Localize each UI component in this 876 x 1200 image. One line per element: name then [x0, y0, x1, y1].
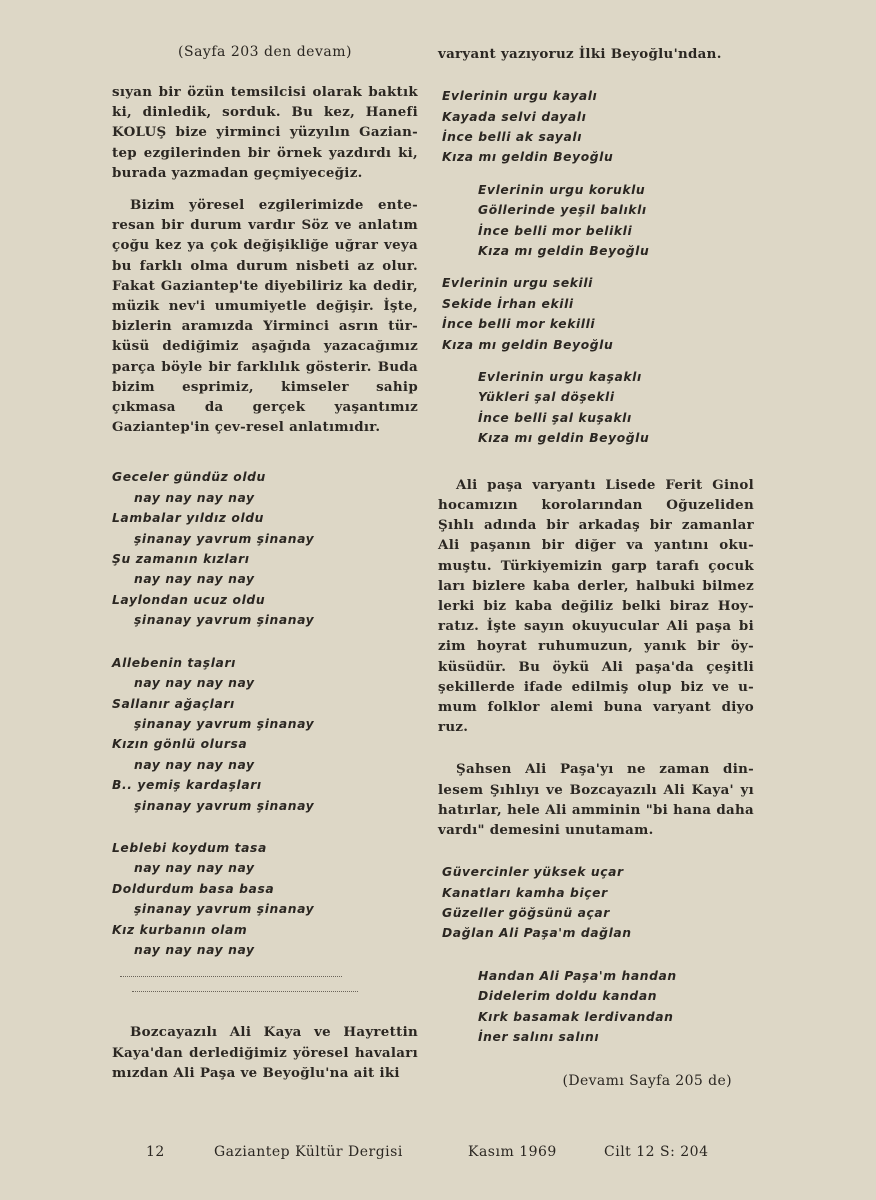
left-column	[112, 44, 418, 1083]
verse-line: Evlerinin urgu sekili	[442, 276, 593, 291]
verse-line: Güzeller göğsünü açar	[442, 905, 610, 920]
paragraph-intro: sıyan bir özün temsilcisi olarak baktık ki, dinledik, sorduk. Bu kez, Hanefi KOLUŞ bize yirminci yüzyılın Gazian-tep ezgilerinden bir örnek yazdırdı ki, burada yazmadan geçmiyeceğiz.	[112, 84, 418, 181]
divider-line	[120, 976, 342, 977]
verse-line: Kanatları kamha biçer	[442, 885, 608, 900]
verse-refrain: şinanay yavrum şinanay	[134, 798, 315, 813]
verse-line: Evlerinin urgu kaşaklı	[478, 370, 642, 385]
verse-line: Evlerinin urgu kayalı	[442, 89, 598, 104]
verse-line: Laylondan ucuz oldu	[112, 592, 266, 607]
continued-from-note: (Sayfa 203 den devam)	[178, 44, 352, 60]
paragraph-ali-pasa-variant: Ali paşa varyantı Lisede Ferit Ginol hocamızın korolarından Oğuzeliden Şıhlı adında bir arkadaş bir zamanlar Ali paşanın bir diğer va yantını oku-muştu. Türkiyemizin garp tarafı çocuk ları bizlere kaba derler, halbuki bilmez lerki biz kaba değiliz belki biraz Hoy-ratız. İşte sayın okuyucular Ali paşa bi zim hoyrat ruhumuzun, yanık bir öy-küsüdür. Bu öykü Ali paşa'da çeşitli şekillerde ifade edilmiş olup biz ve u-mum folklor alemi buna varyant diyo ruz.	[438, 476, 754, 736]
verse-line: Evlerinin urgu koruklu	[478, 182, 646, 197]
paragraph-personal-note: Şahsen Ali Paşa'yı ne zaman din-lesem Şıhlıyı ve Bozcayazılı Ali Kaya' yı hatırlar, hele Ali amminin "bi hana daha vardı" demesini unutamam.	[438, 761, 754, 838]
beyoglu-stanza-4	[438, 367, 754, 449]
verse-line: Göllerinde yeşil balıklı	[478, 203, 647, 218]
verse-line: B.. yemiş kardaşları	[112, 778, 262, 793]
song-stanza-3	[112, 838, 418, 960]
verse-line: Kıza mı geldin Beyoğlu	[442, 150, 614, 165]
beyoglu-stanza-3	[438, 273, 754, 355]
verse-line: İnce belli şal kuşaklı	[478, 410, 632, 425]
continued-to-note: (Devamı Sayfa 205 de)	[562, 1073, 732, 1090]
ali-pasa-stanza-1	[438, 862, 754, 944]
verse-refrain: şinanay yavrum şinanay	[134, 613, 315, 628]
page-footer	[0, 1144, 876, 1166]
right-column	[438, 44, 754, 1089]
verse-refrain: nay nay nay nay	[134, 490, 255, 505]
paragraph-variant-intro: varyant yazıyoruz İlki Beyoğlu'ndan.	[438, 46, 722, 62]
issue-date: Kasım 1969	[468, 1144, 557, 1160]
verse-refrain: şinanay yavrum şinanay	[134, 902, 315, 917]
verse-line: Allebenin taşları	[112, 655, 236, 670]
verse-line: Kızın gönlü olursa	[112, 737, 248, 752]
verse-line: Güvercinler yüksek uçar	[442, 865, 624, 880]
verse-line: Handan Ali Paşa'm handan	[478, 968, 677, 983]
verse-line: Didelerim doldu kandan	[478, 989, 658, 1004]
verse-line: İner salını salını	[478, 1030, 600, 1044]
verse-line: İnce belli mor belikli	[478, 223, 633, 238]
verse-line: Doldurdum basa basa	[112, 881, 275, 896]
verse-refrain: nay nay nay nay	[134, 757, 255, 772]
magazine-title: Gaziantep Kültür Dergisi	[214, 1144, 403, 1160]
song-stanza-2	[112, 653, 418, 816]
verse-line: Şu zamanın kızları	[112, 552, 250, 567]
verse-line: Yükleri şal döşekli	[478, 390, 615, 405]
verse-line: Geceler gündüz oldu	[112, 470, 266, 485]
verse-refrain: şinanay yavrum şinanay	[134, 716, 315, 731]
verse-line: İnce belli mor kekilli	[442, 317, 596, 332]
verse-line: Kırk basamak lerdivandan	[478, 1009, 674, 1024]
beyoglu-stanza-1	[438, 86, 754, 168]
verse-line: Kayada selvi dayalı	[442, 109, 587, 124]
beyoglu-stanza-2	[438, 180, 754, 262]
verse-line: Kız kurbanın olam	[112, 922, 248, 937]
verse-refrain: nay nay nay nay	[134, 942, 255, 957]
verse-refrain: nay nay nay nay	[134, 861, 255, 876]
verse-refrain: nay nay nay nay	[134, 572, 255, 587]
verse-refrain: şinanay yavrum şinanay	[134, 531, 315, 546]
verse-refrain: nay nay nay nay	[134, 676, 255, 691]
verse-line: Dağlan Ali Paşa'm dağlan	[442, 926, 632, 941]
ali-pasa-stanza-2	[438, 966, 754, 1048]
verse-line: İnce belli ak sayalı	[442, 130, 583, 145]
verse-line: Kıza mı geldin Beyoğlu	[478, 431, 650, 446]
verse-line: Sekide İrhan ekili	[442, 296, 574, 311]
paragraph-regional-tunes: Bizim yöresel ezgilerimizde ente-resan bir durum vardır Söz ve anlatım çoğu kez ya çok değişikliğe uğrar veya bu farklı olma durum nisbeti az olur. Fakat Gaziantep'te diyebiliriz ka dedir, müzik nev'i umumiyetle değişir. İşte, bizlerin aramızda Yirminci asrın tür-küsü dediğimiz aşağıda yazacağımız parça böyle bir farklılık gösterir. Buda bizim esprimiz, kimseler sahip çıkmasa da gerçek yaşantımız Gaziantep'in çev-resel anlatımıdır.	[112, 197, 418, 436]
paragraph-bozcayazili: Bozcayazılı Ali Kaya ve Hayrettin Kaya'dan derlediğimiz yöresel havaları mızdan Ali Paşa ve Beyoğlu'na ait iki	[112, 1024, 418, 1081]
verse-line: Kıza mı geldin Beyoğlu	[478, 244, 650, 259]
verse-line: Sallanır ağaçları	[112, 696, 235, 711]
page-number: 12	[146, 1144, 165, 1160]
song-stanza-1	[112, 467, 418, 630]
verse-line: Leblebi koydum tasa	[112, 840, 267, 855]
verse-line: Lambalar yıldız oldu	[112, 511, 265, 526]
volume-issue: Cilt 12 S: 204	[604, 1144, 709, 1160]
verse-line: Kıza mı geldin Beyoğlu	[442, 337, 614, 352]
